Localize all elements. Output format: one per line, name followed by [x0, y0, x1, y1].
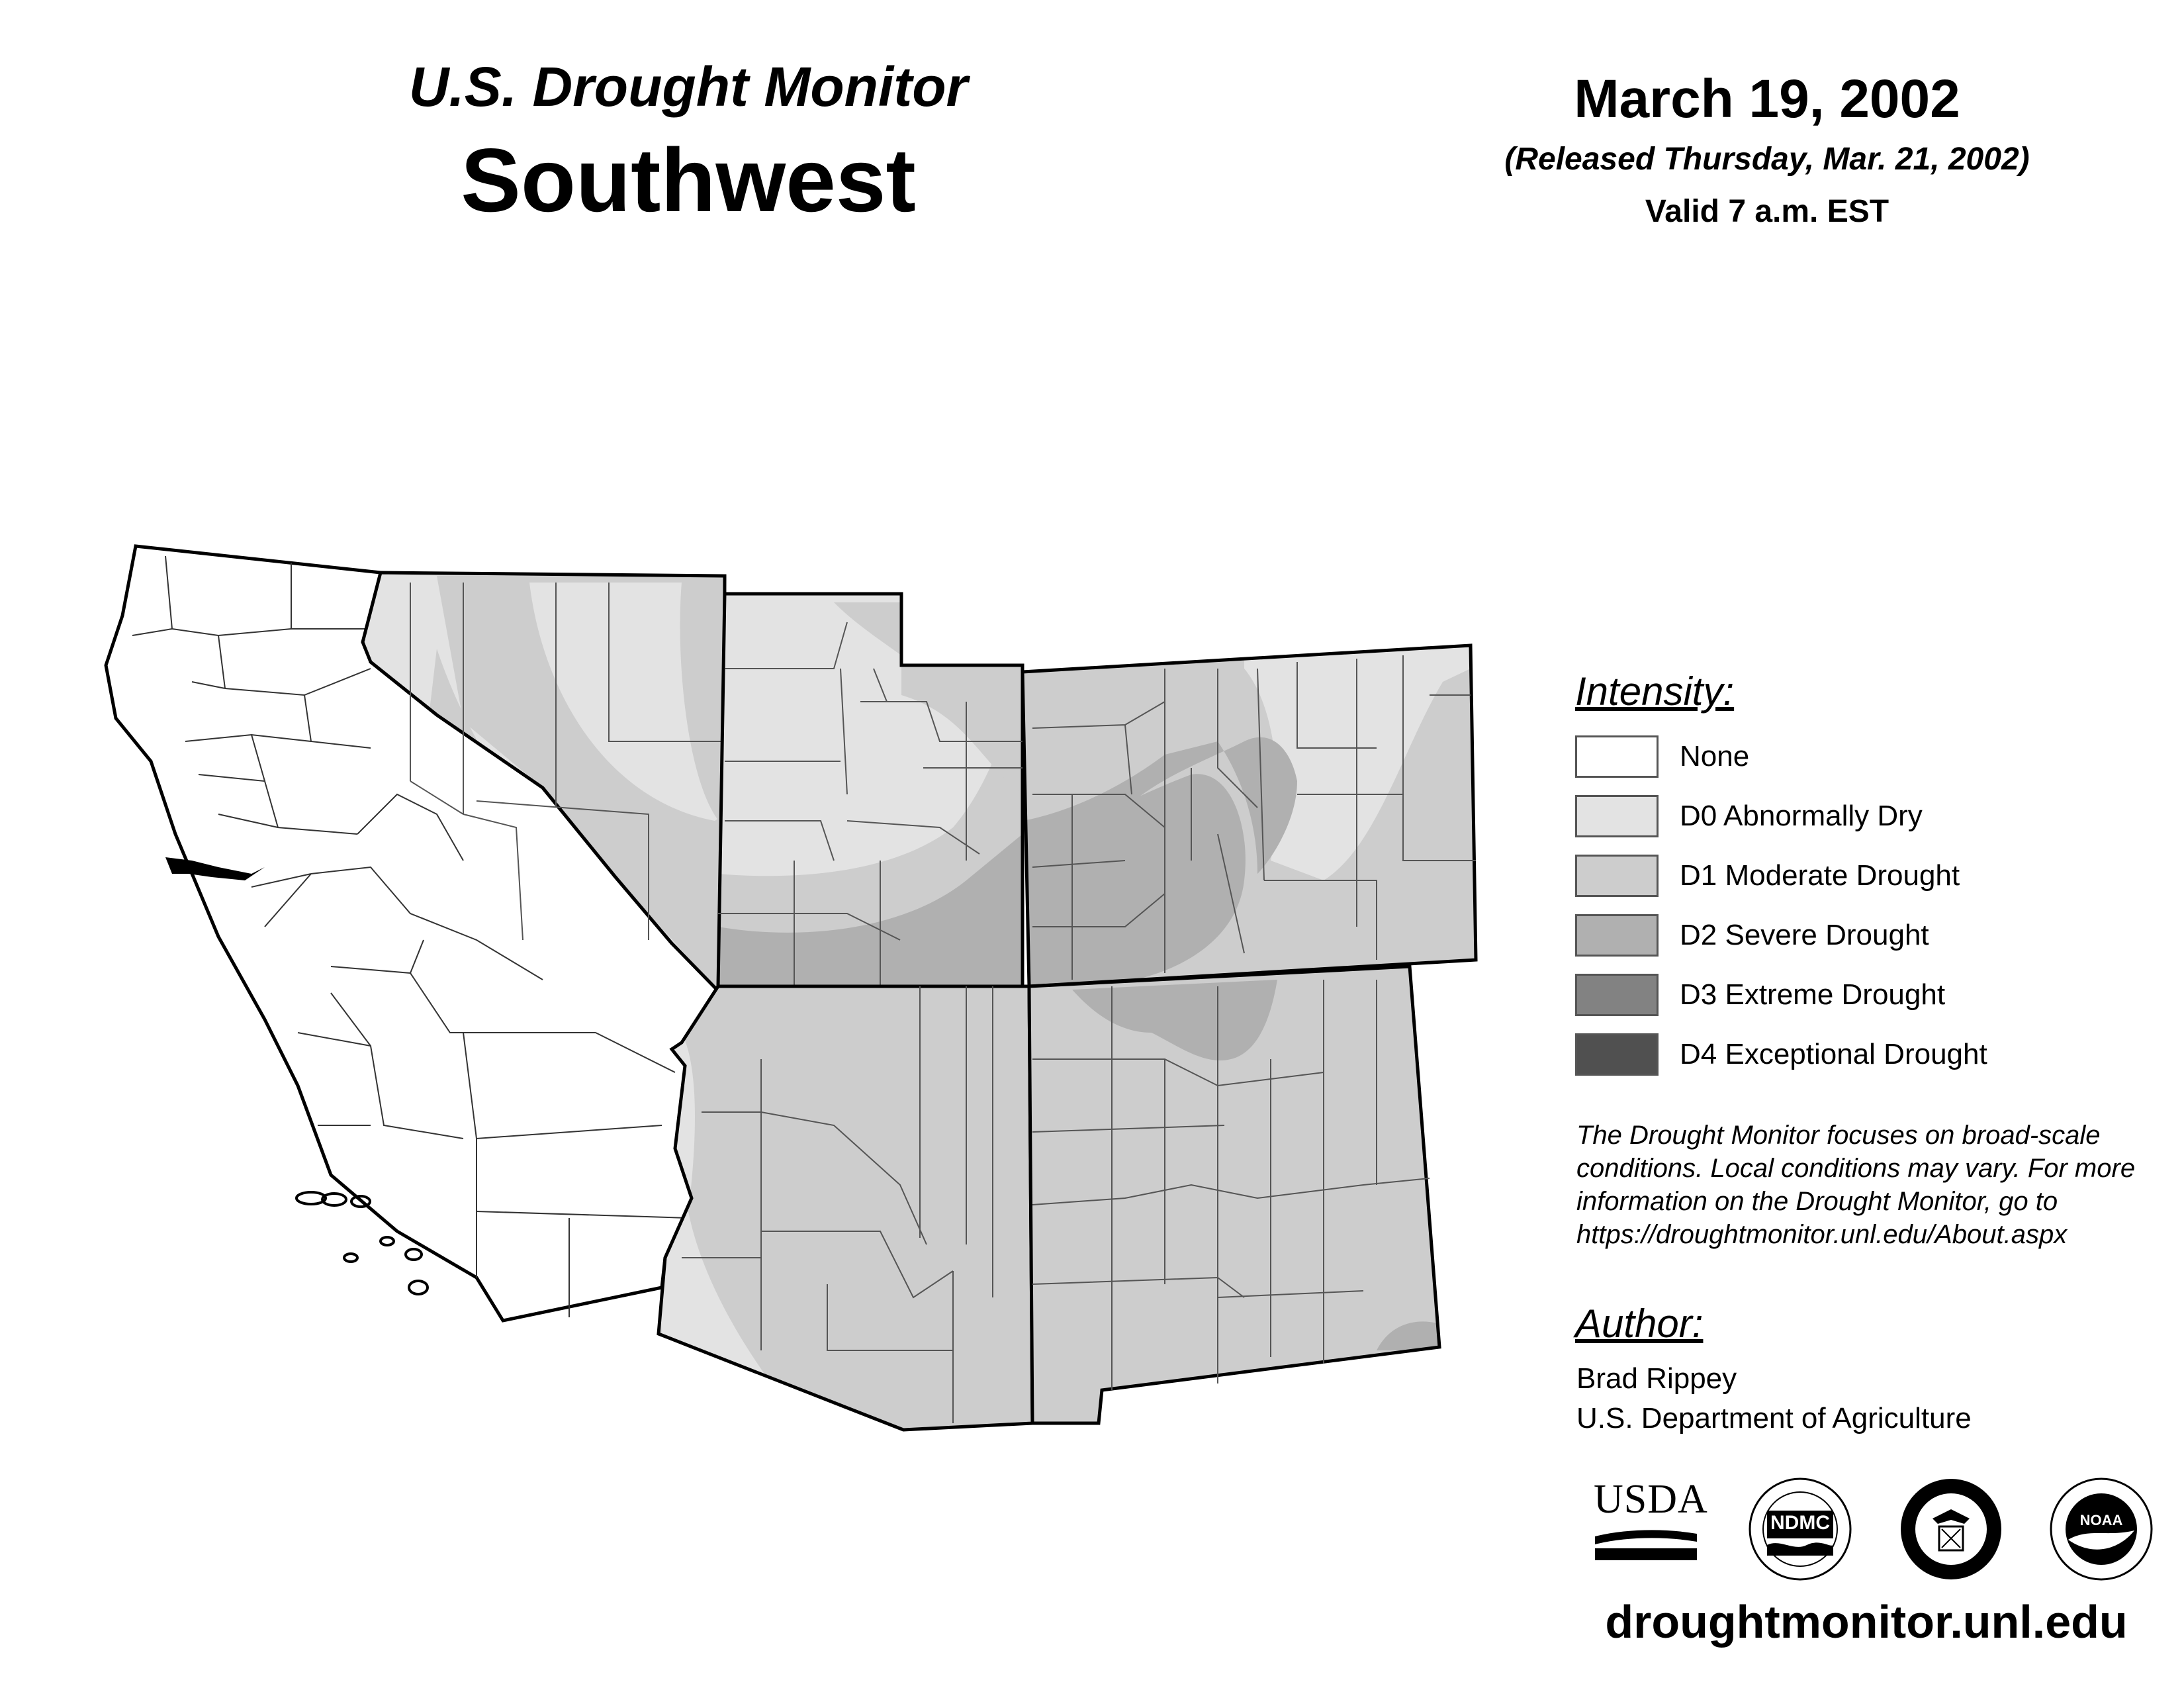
map-subtitle: U.S. Drought Monitor: [408, 56, 968, 118]
noaa-logo: [2048, 1476, 2154, 1582]
legend-label: D3 Extreme Drought: [1680, 978, 1946, 1011]
legend-label: D1 Moderate Drought: [1680, 859, 1960, 892]
legend-heading: Intensity:: [1575, 669, 1735, 714]
legend-item-d3: [1575, 971, 2171, 1019]
legend-item-d0: [1575, 792, 2171, 840]
ndmc-logo: [1747, 1476, 1853, 1582]
author-organization: U.S. Department of Agriculture: [1576, 1402, 1972, 1434]
state-new-mexico: [1029, 966, 1443, 1423]
legend-item-d2: [1575, 912, 2171, 959]
legend-item-d4: [1575, 1031, 2171, 1078]
noaa-logo-text: NOAA: [2079, 1512, 2123, 1528]
legend-item-none: [1575, 733, 2171, 780]
legend-swatch-d0: [1575, 795, 1659, 837]
legend-swatch-d4: [1575, 1033, 1659, 1076]
legend-swatch-d3: [1575, 974, 1659, 1016]
usda-swoosh-icon: [1594, 1523, 1700, 1563]
legend-label: D4 Exceptional Drought: [1680, 1038, 1987, 1070]
release-date: (Released Thursday, Mar. 21, 2002): [1504, 142, 2030, 177]
commerce-seal-icon: [1898, 1476, 2004, 1582]
disclaimer-note: The Drought Monitor focuses on broad-scale conditions. Local conditions may vary. For more information on the Drought Monitor, go to https://droughtmonitor.unl.edu/About.aspx: [1576, 1121, 2136, 1249]
commerce-logo: [1898, 1476, 2004, 1582]
legend-swatch-d1: [1575, 855, 1659, 897]
author-heading: Author:: [1575, 1301, 1704, 1346]
usda-logo: [1594, 1476, 1708, 1566]
state-colorado: [1023, 645, 1476, 986]
legend-swatch-none: [1575, 735, 1659, 778]
noaa-seal-icon: [2048, 1476, 2154, 1582]
legend-label: D2 Severe Drought: [1680, 919, 1929, 951]
usda-logo-text: USDA: [1594, 1477, 1708, 1522]
map-date: March 19, 2002: [1574, 69, 1960, 129]
ndmc-logo-text: NDMC: [1770, 1512, 1830, 1534]
state-utah: [718, 594, 1023, 986]
valid-time: Valid 7 a.m. EST: [1645, 194, 1889, 230]
legend-label: D0 Abnormally Dry: [1680, 800, 1923, 832]
website-url[interactable]: droughtmonitor.unl.edu: [1605, 1596, 2128, 1648]
state-arizona: [659, 986, 1032, 1430]
legend: [1575, 669, 2171, 1090]
legend-label: None: [1680, 740, 1750, 773]
legend-item-d1: [1575, 852, 2171, 900]
author-name: Brad Rippey: [1576, 1362, 1737, 1395]
map-title: Southwest: [461, 130, 916, 231]
legend-swatch-d2: [1575, 914, 1659, 957]
